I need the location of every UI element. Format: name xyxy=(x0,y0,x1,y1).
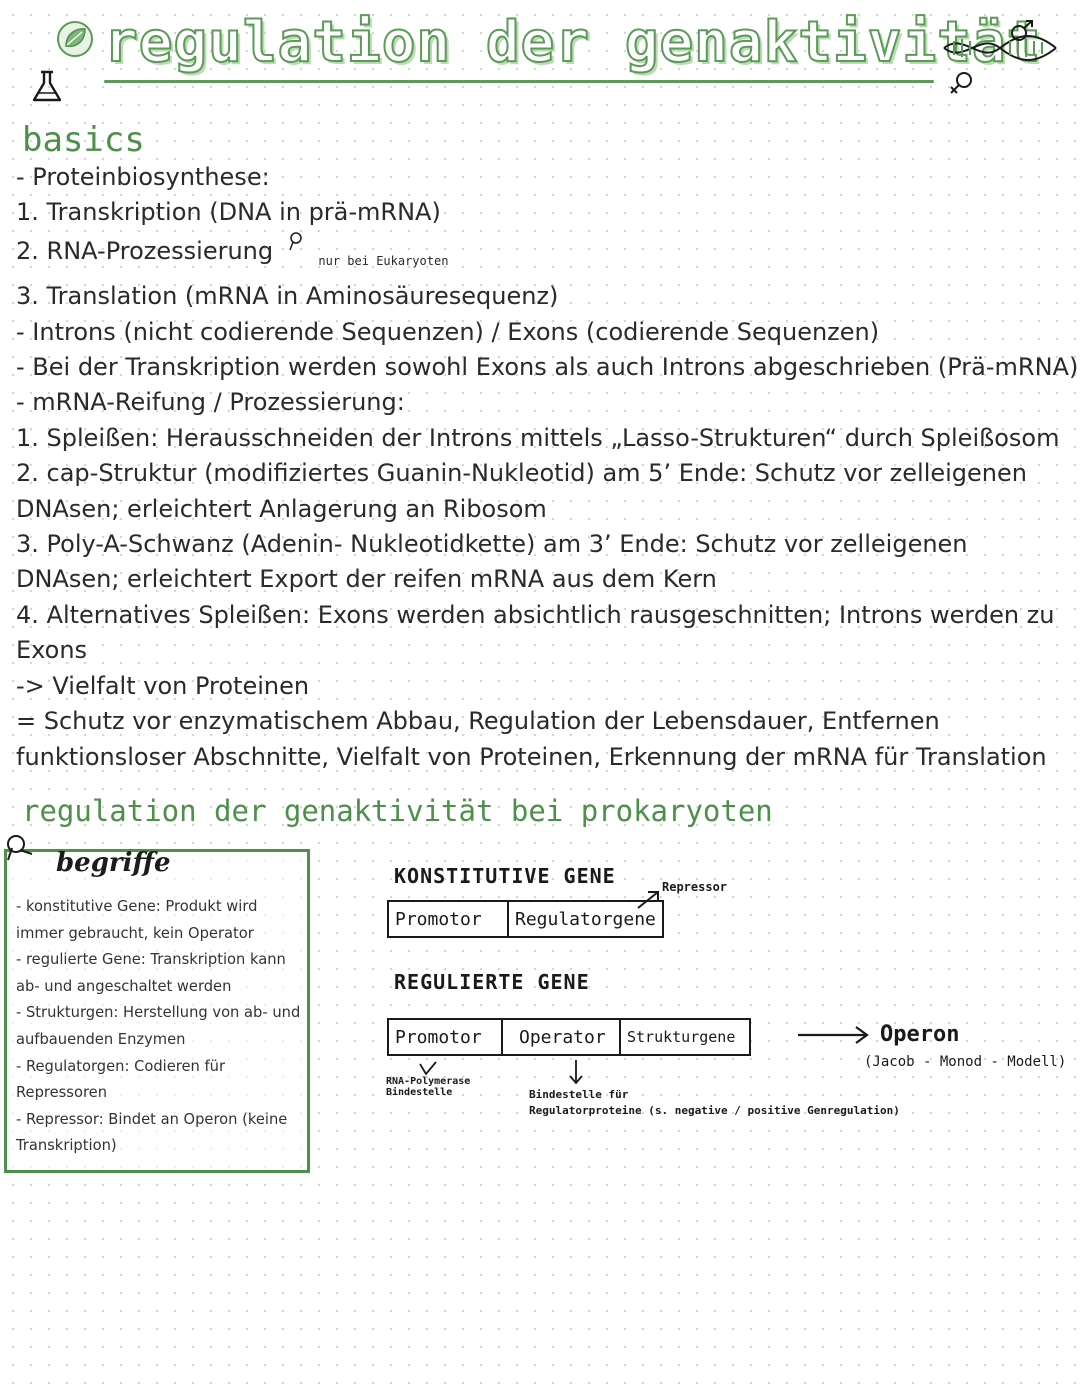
note-line-prozessierung xyxy=(16,231,1066,279)
pin-icon xyxy=(287,231,305,253)
leaf-icon xyxy=(54,18,96,60)
repressor-arrow xyxy=(634,888,664,912)
begriff-item: - regulierte Gene: Transkription kann ab- und angeschaltet werden xyxy=(16,951,286,995)
female-symbol-icon xyxy=(946,68,976,98)
note-line: - Bei der Transkription werden sowohl Exons als auch Introns abgeschrieben (Prä-mRNA) xyxy=(16,353,1079,382)
begriff-item: - Strukturgen: Herstellung von ab- und aufbauenden Enzymen xyxy=(16,1004,301,1048)
begriff-item: - Repressor: Bindet an Operon (keine Transkription) xyxy=(16,1110,288,1155)
note-line: - Introns (nicht codierende Sequenzen) / Exons (codierende Sequenzen) xyxy=(16,317,880,346)
strukturgene-cell: Strukturgene xyxy=(619,1018,751,1056)
male-symbol-icon xyxy=(1008,18,1036,44)
note-line: 3. Translation (mRNA in Aminosäuresequenz) xyxy=(16,282,559,311)
rna-polymerase-note: RNA-Polymerase Bindestelle xyxy=(386,1076,471,1098)
begriff-item: - konstitutive Gene: Produkt wird immer gebraucht, kein Operator xyxy=(16,898,258,942)
note-line: 1. Transkription (DNA in prä-mRNA) xyxy=(16,198,441,227)
basics-notes xyxy=(16,160,1079,775)
bindestelle-note: Bindestelle für xyxy=(529,1088,629,1101)
page-title: regulation der genaktivität xyxy=(104,10,1042,75)
promotor-cell: Promotor xyxy=(387,900,509,938)
note-line: 2. cap-Struktur (modifiziertes Guanin-Nukleotid) am 5’ Ende: Schutz vor zelleigenen DNAsen; erleichtert Anlagerung an Ribosom xyxy=(16,459,1027,523)
regulierte-gene-title: REGULIERTE GENE xyxy=(394,970,590,994)
flask-icon xyxy=(26,66,68,108)
eukaryoten-note: nur bei Eukaryoten xyxy=(318,253,449,268)
promotor-cell: Promotor xyxy=(387,1018,503,1056)
note-line: 4. Alternatives Spleißen: Exons werden absichtlich rausgeschnitten; Introns werden zu Exons xyxy=(16,600,1055,665)
note-line: - Proteinbiosynthese: xyxy=(16,163,270,191)
operon-label: Operon xyxy=(880,1022,960,1047)
note-line: 3. Poly-A-Schwanz (Adenin- Nukleotidkette) am 3’ Ende: Schutz vor zelleigenen DNAsen; erleichtert Export der reifen mRNA aus dem Kern xyxy=(16,530,968,594)
section-heading-basics: basics xyxy=(22,120,145,160)
operator-cell: Operator xyxy=(501,1018,621,1056)
promotor-check-arrow xyxy=(416,1058,440,1078)
operator-down-arrow xyxy=(566,1058,586,1086)
pushpin-icon xyxy=(2,830,42,870)
begriffe-list xyxy=(16,894,308,1160)
begriffe-title: begriffe xyxy=(56,848,171,878)
begriff-item: - Regulatorgen: Codieren für Repressoren xyxy=(16,1057,226,1102)
section-heading-prokaryoten: regulation der genaktivität bei prokaryoten xyxy=(22,794,773,828)
note-line: 2. RNA-Prozessierung xyxy=(16,236,274,265)
jacob-monod-label: (Jacob - Monod - Modell) xyxy=(864,1054,1067,1070)
note-line: -> Vielfalt von Proteinen xyxy=(16,671,310,700)
repressor-label: Repressor xyxy=(662,880,728,894)
konstitutive-gene-title: KONSTITUTIVE GENE xyxy=(394,864,616,888)
operon-arrow xyxy=(796,1024,872,1046)
note-line: - mRNA-Reifung / Prozessierung: xyxy=(16,388,405,417)
note-line: 1. Spleißen: Herausschneiden der Introns mittels „Lasso-Strukturen“ durch Spleißosom xyxy=(16,423,1060,452)
regulatorgene-cell: Regulatorgene xyxy=(507,900,664,938)
regulatorproteine-note: Regulatorproteine (s. negative / positive Genregulation) xyxy=(529,1104,900,1117)
title-underline xyxy=(104,80,934,83)
note-line: = Schutz vor enzymatischem Abbau, Regulation der Lebensdauer, Entfernen funktionsloser Abschnitte, Vielfalt von Proteinen, Erkennung der mRNA für Translation xyxy=(16,707,1047,771)
